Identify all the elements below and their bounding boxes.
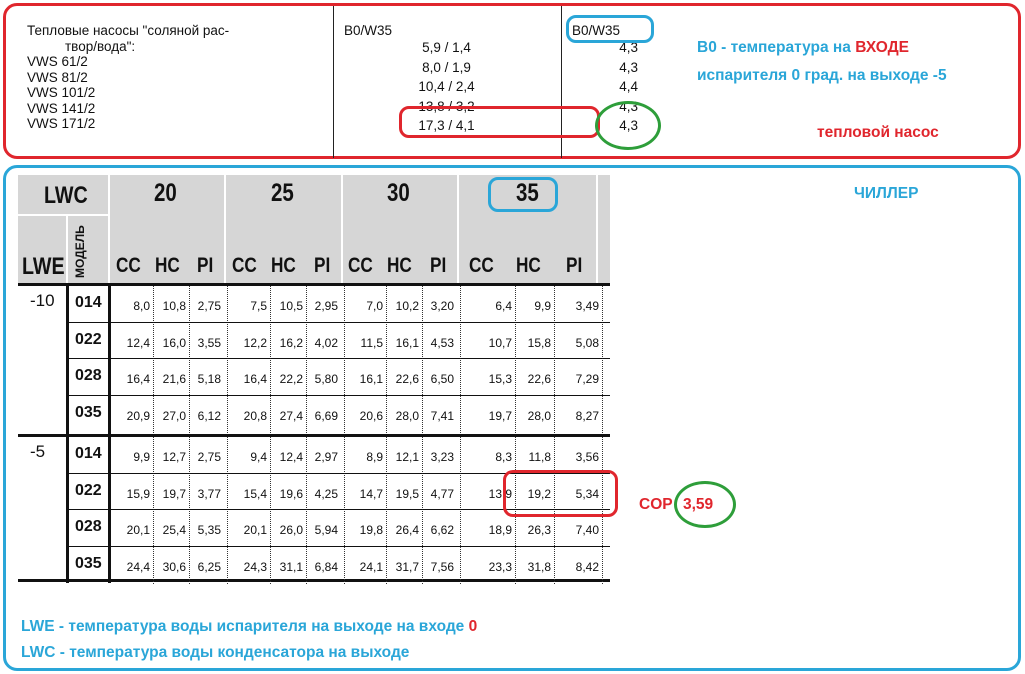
table-cell: 3,23 [430, 449, 454, 464]
table-cell: 25,4 [162, 523, 186, 538]
table-cell: 22,2 [279, 372, 303, 387]
table-cell: 6,62 [430, 523, 454, 538]
table-cell: 7,41 [430, 409, 454, 424]
table-cell: 5,94 [314, 523, 338, 538]
table-cell: 20,6 [359, 409, 383, 424]
header-divider [457, 175, 459, 283]
table-cell: 21,6 [162, 372, 186, 387]
temp-header-20: 20 [154, 179, 177, 207]
lwc-header: LWC [44, 182, 88, 209]
column-separator [602, 286, 603, 433]
table-cell: 14,7 [359, 486, 383, 501]
heat-pump-model: VWS 101/2 [27, 85, 96, 100]
model-code: 035 [75, 404, 102, 422]
heat-pump-cop-value: 4,3 [619, 98, 638, 114]
heat-pump-cop-value: 4,3 [619, 40, 638, 55]
table-cell: 6,4 [495, 299, 512, 313]
table-cell: 16,2 [279, 335, 303, 350]
table-cell: 27,0 [162, 409, 186, 424]
model-header: МОДЕЛЬ [73, 225, 87, 278]
sub-header-pi: PI [197, 254, 214, 277]
sub-header-pi: PI [566, 254, 583, 277]
model-code: 028 [75, 367, 102, 385]
heat-pump-model: VWS 171/2 [27, 116, 96, 131]
lwe-header: LWE [22, 253, 65, 280]
table-cell: 18,9 [488, 523, 512, 538]
table-cell: 9,4 [250, 449, 267, 464]
temp-header-30: 30 [387, 179, 410, 207]
header-divider [224, 175, 226, 283]
highlight-box-lwc35 [488, 177, 558, 212]
table-cell: 24,4 [126, 559, 150, 574]
table-cell: 4,25 [314, 486, 338, 501]
heat-pump-cop-value: 4,3 [619, 59, 638, 75]
sub-header-hc: HC [387, 254, 412, 277]
temp-header-25: 25 [271, 179, 294, 207]
cop-label: COP [639, 496, 673, 513]
table-cell: 24,3 [243, 559, 267, 574]
table-cell: 8,0 [133, 299, 150, 313]
column-separator [554, 286, 555, 433]
table-cell: 26,0 [279, 523, 303, 538]
table-cell: 12,1 [395, 449, 419, 464]
model-code: 028 [75, 518, 102, 536]
table-cell: 5,08 [575, 335, 599, 350]
column-separator [460, 286, 461, 433]
table-cell: 16,4 [126, 372, 150, 387]
b0-annotation-text: B0 - температура на [697, 39, 856, 56]
table-cell: 13,9 [488, 486, 512, 501]
heat-pump-model: VWS 81/2 [27, 69, 88, 85]
table-cell: 20,1 [126, 523, 150, 538]
heat-pump-label: тепловой насос [817, 124, 939, 141]
heat-pump-col2-header: B0/W35 [344, 23, 393, 38]
table-cell: 31,8 [527, 559, 551, 574]
table-cell: 15,3 [488, 372, 512, 387]
table-cell: 12,4 [279, 449, 303, 464]
chiller-label: ЧИЛЛЕР [854, 185, 919, 202]
column-separator [227, 437, 228, 584]
lwe-annotation [21, 618, 477, 636]
table-cell: 19,7 [162, 486, 186, 501]
table-cell: 20,9 [126, 409, 150, 424]
table-cell: 4,77 [430, 486, 454, 501]
sub-header-hc: HC [516, 254, 541, 277]
table-rule [18, 579, 610, 582]
table-cell: 24,1 [359, 559, 383, 574]
table-cell: 12,7 [162, 449, 186, 464]
table-cell: 15,8 [527, 335, 551, 350]
sub-header-hc: HC [271, 254, 296, 277]
heat-pump-cop-value: 4,4 [619, 79, 638, 95]
table-cell: 19,5 [395, 486, 419, 501]
table-cell: 10,2 [395, 299, 419, 313]
table-cell: 27,4 [279, 409, 303, 424]
lwe-annotation-emphasis: 0 [468, 618, 478, 635]
column-separator [227, 286, 228, 433]
cop-value: 3,59 [683, 496, 714, 513]
table-cell: 31,1 [279, 559, 303, 574]
table-cell: 3,55 [197, 335, 221, 350]
heat-pump-power-value: 10,4 / 2,4 [418, 79, 475, 95]
table-cell: 8,9 [366, 449, 383, 464]
header-divider [108, 175, 110, 283]
heat-pump-title-line: твор/вода": [65, 38, 136, 54]
table-cell: 12,4 [126, 335, 150, 350]
lwe-value: -5 [30, 441, 46, 461]
table-cell: 28,0 [527, 409, 551, 424]
table-cell: 8,3 [495, 449, 512, 464]
table-cell: 22,6 [395, 372, 419, 387]
table-cell: 5,35 [197, 523, 221, 538]
heat-pump-model: VWS 141/2 [27, 100, 96, 116]
table-cell: 7,56 [430, 559, 454, 574]
table-cell: 10,5 [279, 299, 303, 313]
column-divider [333, 6, 334, 158]
table-cell: 3,20 [430, 299, 454, 313]
highlight-circle-cop [595, 101, 661, 150]
heat-pump-col3-header: B0/W35 [572, 23, 621, 38]
table-cell: 3,77 [197, 486, 221, 501]
table-cell: 20,1 [243, 523, 267, 538]
heat-pump-power-value: 17,3 / 4,1 [418, 118, 475, 134]
table-cell: 6,12 [197, 409, 221, 424]
column-separator [515, 286, 516, 433]
table-cell: 19,7 [488, 409, 512, 424]
sub-header-pi: PI [430, 254, 447, 277]
table-cell: 5,18 [197, 372, 221, 387]
table-cell: 16,1 [359, 372, 383, 387]
b0-annotation-text: испарителя 0 град. на выходе -5 [697, 67, 947, 84]
table-cell: 19,6 [279, 486, 303, 501]
table-rule [18, 434, 610, 437]
column-separator [460, 437, 461, 584]
column-separator [344, 437, 345, 584]
model-code: 035 [75, 554, 102, 572]
table-cell: 20,8 [243, 409, 267, 424]
heat-pump-title-line: Тепловые насосы "соляной рас- [27, 23, 230, 38]
table-cell: 31,7 [395, 559, 419, 574]
table-cell: 26,4 [395, 523, 419, 538]
table-cell: 11,5 [360, 335, 383, 350]
header-divider [66, 216, 68, 283]
model-code: 014 [75, 444, 102, 462]
b0-annotation-emphasis: ВХОДЕ [855, 39, 909, 56]
table-cell: 7,29 [575, 372, 599, 387]
table-cell: 28,0 [395, 409, 419, 424]
heat-pump-power-value: 8,0 / 1,9 [422, 59, 471, 75]
sub-header-cc: CC [469, 254, 494, 277]
table-cell: 4,53 [430, 335, 454, 350]
table-cell: 11,8 [528, 449, 551, 464]
table-cell: 26,3 [527, 523, 551, 538]
sub-header-pi: PI [314, 254, 331, 277]
b0-annotation [697, 34, 947, 90]
table-cell: 19,8 [359, 523, 383, 538]
header-divider [341, 175, 343, 283]
table-cell: 2,97 [314, 449, 338, 464]
header-divider [18, 214, 108, 216]
table-cell: 5,34 [575, 486, 599, 501]
table-cell: 15,4 [243, 486, 267, 501]
table-cell: 6,84 [314, 559, 338, 574]
table-cell: 22,6 [527, 372, 551, 387]
temp-header-35: 35 [516, 179, 539, 207]
table-cell: 5,80 [314, 372, 338, 387]
highlight-box-vws141 [399, 106, 600, 138]
row-rule [68, 546, 610, 547]
table-cell: 9,9 [534, 299, 551, 313]
table-rule [108, 283, 111, 583]
highlight-box-chiller-022 [503, 470, 618, 517]
sub-header-cc: CC [116, 254, 141, 277]
row-rule [68, 322, 610, 323]
table-cell: 23,3 [488, 559, 512, 574]
model-code: 022 [75, 330, 102, 348]
table-cell: 8,27 [575, 409, 599, 424]
column-separator [344, 286, 345, 433]
table-cell: 10,8 [162, 299, 186, 313]
table-cell: 6,69 [314, 409, 338, 424]
table-cell: 16,0 [162, 335, 186, 350]
row-rule [68, 395, 610, 396]
header-divider [596, 175, 598, 283]
table-cell: 4,02 [314, 335, 338, 350]
table-cell: 16,4 [243, 372, 267, 387]
table-cell: 7,0 [366, 299, 383, 313]
heat-pump-power-value: 13,8 / 3,2 [418, 98, 475, 114]
model-code: 014 [75, 294, 102, 311]
table-cell: 7,40 [575, 523, 599, 538]
lwc-annotation: LWC - температура воды конденсатора на выходе [21, 644, 410, 661]
chiller-table [18, 175, 610, 585]
table-cell: 8,42 [575, 559, 599, 574]
table-cell: 2,95 [314, 299, 338, 313]
table-cell: 2,75 [197, 299, 221, 313]
heat-pump-cop-value: 4,3 [619, 118, 638, 134]
table-cell: 3,56 [575, 449, 599, 464]
table-rule [18, 283, 610, 286]
lwe-annotation-text: LWE - температура воды испарителя на выходе на входе [21, 618, 469, 635]
table-cell: 19,2 [527, 486, 551, 501]
table-cell: 15,9 [126, 486, 150, 501]
table-cell: 30,6 [162, 559, 186, 574]
row-rule [68, 358, 610, 359]
sub-header-cc: CC [232, 254, 257, 277]
model-code: 022 [75, 481, 102, 499]
sub-header-hc: HC [155, 254, 180, 277]
table-cell: 9,9 [133, 449, 150, 464]
heat-pump-model: VWS 61/2 [27, 54, 88, 69]
table-cell: 7,5 [250, 299, 267, 313]
heat-pump-power-value: 5,9 / 1,4 [422, 40, 471, 55]
table-cell: 16,1 [395, 335, 419, 350]
heat-pump-model-column [27, 23, 287, 132]
table-cell: 12,2 [243, 335, 267, 350]
lwe-value: -10 [30, 291, 55, 310]
highlight-box-b0w35 [566, 15, 654, 43]
table-cell: 6,50 [430, 372, 454, 387]
table-cell: 2,75 [197, 449, 221, 464]
table-rule [66, 283, 69, 583]
table-cell: 3,49 [575, 299, 599, 313]
table-cell: 6,25 [197, 559, 221, 574]
sub-header-cc: CC [348, 254, 373, 277]
table-cell: 10,7 [488, 335, 512, 350]
